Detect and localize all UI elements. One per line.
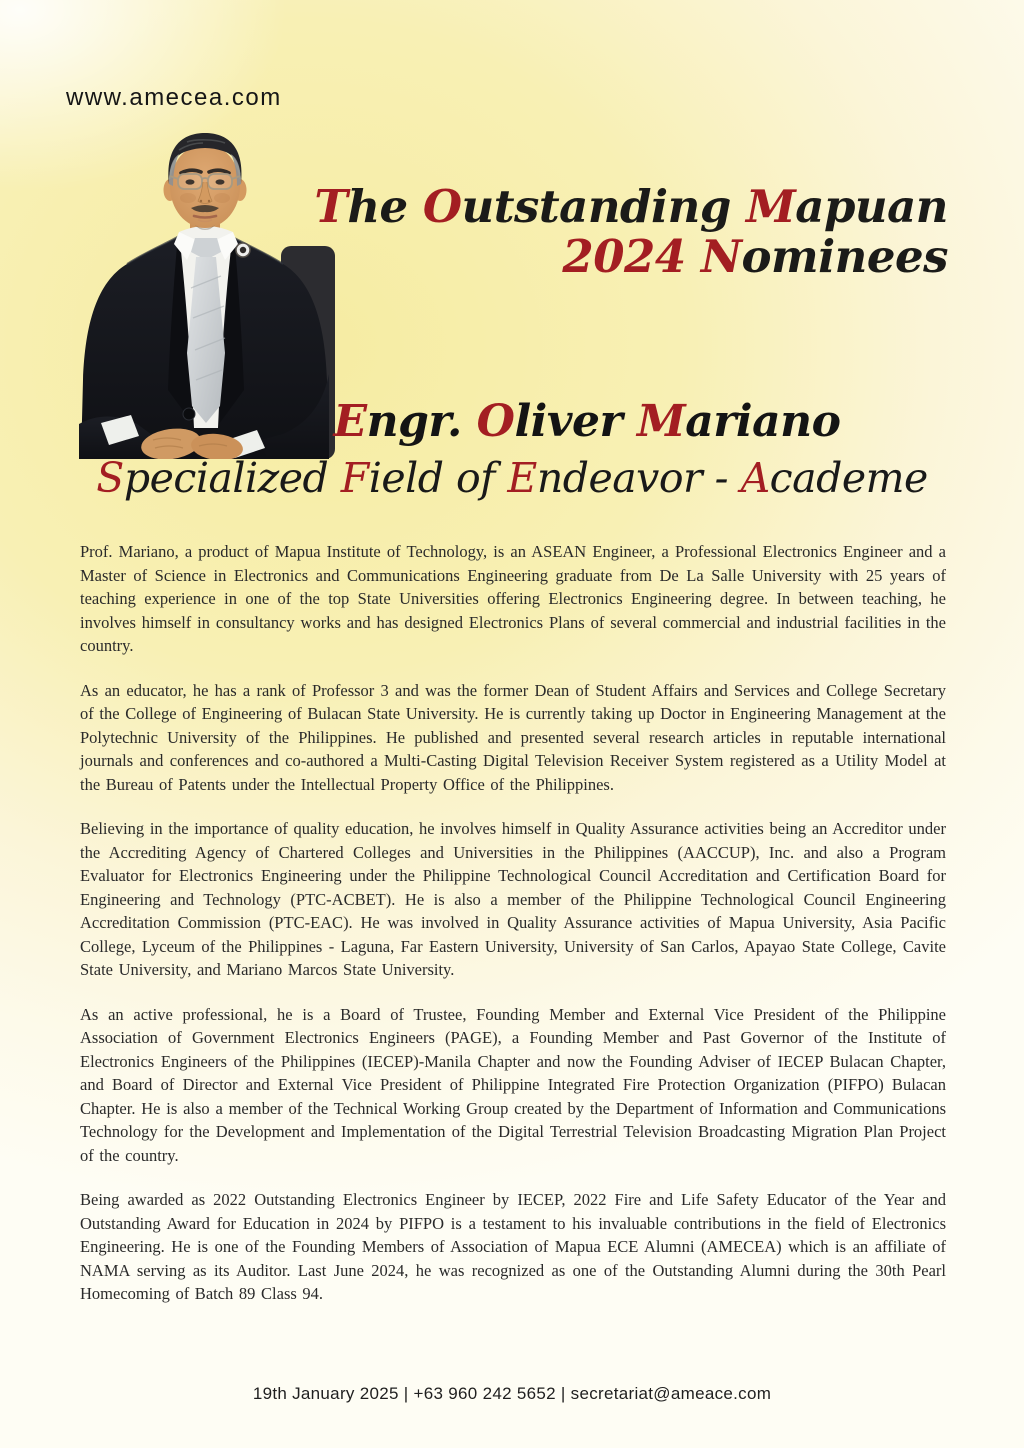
title-line-1: The Outstanding Mapuan [314, 180, 948, 233]
bio-paragraph-3: Believing in the importance of quality education, he involves himself in Quality Assurance activities being an Accreditor under the Accrediting Agency of Chartered Colleges and Universities in the Philippines (AACCUP), Inc. and also a Program Evaluator for Electronics Engineering under the Philippine Technological Council Accreditation and Certification Board for Engineering and Technology (PTC-ACBET). He is also a member of the Philippine Technological Council Engineering Accreditation Commission (PTC-EAC). He was involved in Quality Assurance activities of Mapua University, Asia Pacific College, Lyceum of the Philippines - Laguna, Far Eastern University, University of San Carlos, Apayao State College, Cavite State University, and Mariano Marcos State University. [80, 819, 946, 979]
website-url: www.amecea.com [66, 84, 282, 111]
bio-paragraph-1: Prof. Mariano, a product of Mapua Institute of Technology, is an ASEAN Engineer, a Professional Electronics Engineer and a Master of Science in Electronics and Communications Engineering graduate from De La Salle University with 25 years of teaching experience in one of the top State Universities offering Electronics Engineering degree. In between teaching, he involves himself in consultancy works and has designed Electronics Plans of several commercial and industrial facilities in the country. [80, 542, 946, 655]
footer-email: secretariat@ameace.com [570, 1384, 772, 1403]
footer-contact [0, 1384, 1024, 1404]
biography [80, 540, 946, 1327]
title-line-2: 2024 Nominees [562, 229, 948, 283]
field-of-endeavor: Specialized Field of Endeavor - Academe [96, 454, 928, 502]
footer-phone: +63 960 242 5652 [413, 1384, 556, 1403]
title-initial: T [314, 180, 348, 233]
footer-date: 19th January 2025 [252, 1384, 399, 1403]
title-initial: M [745, 180, 796, 233]
bio-paragraph-5: Being awarded as 2022 Outstanding Electronics Engineer by IECEP, 2022 Fire and Life Safety Educator of the Year and Outstanding Award for Education in 2024 by PIFPO is a testament to his invaluable contributions in the field of Electronics Engineering. He is one of the Founding Members of Association of Mapua ECE Alumni (AMECEA) which is an affiliate of NAMA serving as its Auditor. Last June 2024, he was recognized as one of the Outstanding Alumni during the 30th Pearl Homecoming of Batch 89 Class 94. [80, 1190, 946, 1303]
bio-paragraph-4: As an active professional, he is a Board of Trustee, Founding Member and External Vice President of the Philippine Association of Government Electronics Engineers (PAGE), a Founding Member and Past Governor of the Institute of Electronics Engineers of the Philippines (IECEP)-Manila Chapter and now the Founding Adviser of IECEP Bulacan Chapter, and Board of Director and External Vice President of Philippine Integrated Fire Protection Organization (PIFPO) Bulacan Chapter. He is also a member of the Technical Working Group created by the Department of Information and Communications Technology for the Development and Implementation of the Digital Terrestrial Television Broadcasting Migration Plan Project of the country. [80, 1004, 946, 1165]
title-year: 2024 [562, 229, 686, 283]
bio-paragraph-2: As an educator, he has a rank of Professor 3 and was the former Dean of Student Affairs and Services and College Secretary of the College of Engineering of Bulacan State University. He is currently taking up Doctor in Engineering Management at the Polytechnic University of the Philippines. He published and presented several research articles in reputable international journals and conferences and co-authored a Multi-Casting Digital Television Receiver System registered as a Utility Model at the Bureau of Patents under the Intellectual Property Office of the Philippines. [80, 680, 946, 794]
page-title [314, 182, 948, 281]
footer-separator: | [555, 1384, 571, 1403]
nominee-name: Engr. Oliver Mariano [333, 396, 841, 447]
title-initial: O [422, 180, 462, 233]
title-initial: N [700, 229, 742, 283]
footer-separator: | [398, 1384, 414, 1403]
